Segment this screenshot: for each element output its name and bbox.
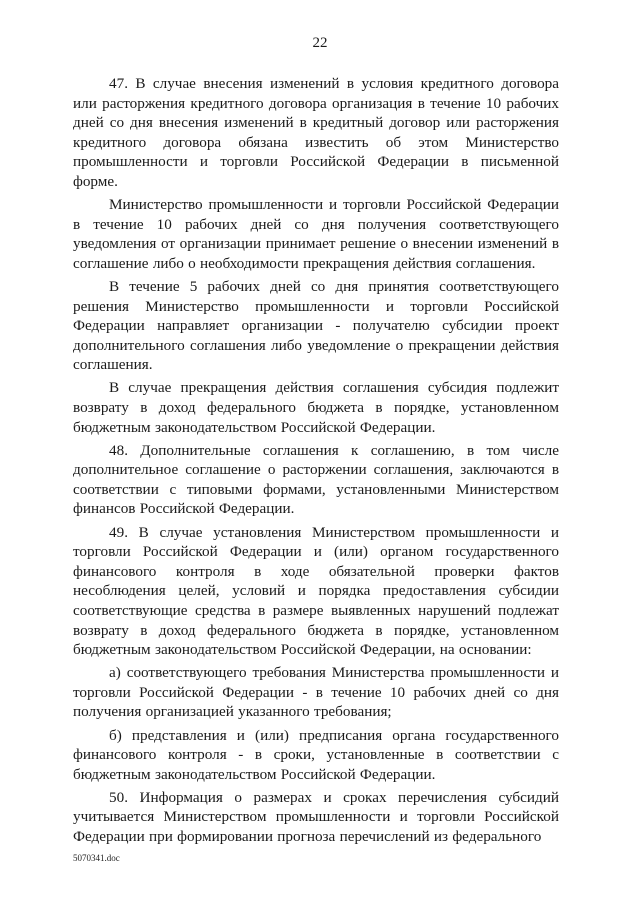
- paragraph-49-a: а) соответствующего требования Министерства промышленности и торговли Российской Федерации - в течение 10 рабочих дней со дня получения организацией указанного требования;: [73, 664, 559, 721]
- paragraph-subsidy-return: В случае прекращения действия соглашения субсидия подлежит возврату в доход федерального бюджета в порядке, установленном бюджетным законодательством Российской Федерации.: [73, 379, 559, 436]
- paragraph-47: 47. В случае внесения изменений в условия кредитного договора или расторжения кредитного договора организация в течение 10 рабочих дней со дня внесения изменений в кредитный договор или расторжения кредитного договора обязана известить об этом Министерство промышленности и торговли Российской Федерации в письменной форме.: [73, 75, 559, 190]
- paragraph-additional-agreement: В течение 5 рабочих дней со дня принятия соответствующего решения Министерство промышленности и торговли Российской Федерации направляет организации - получателю субсидии проект дополнительного соглашения либо уведомление о прекращении действия соглашения.: [73, 277, 559, 374]
- page-number: 22: [312, 35, 328, 51]
- document-file-code: 5070341.doc: [73, 853, 120, 863]
- document-body: [73, 74, 559, 850]
- paragraph-49: 49. В случае установления Министерством промышленности и торговли Российской Федерации и (или) органом государственного финансового контроля в ходе обязательной проверки фактов несоблюдения целей, условий и порядка предоставления субсидии соответствующие средства в размере выявленных нарушений подлежат возврату в доход федерального бюджета в порядке, установленном бюджетным законодательством Российской Федерации, на основании:: [73, 523, 559, 659]
- paragraph-49-b: б) представления и (или) предписания органа государственного финансового контроля - в сроки, установленные в соответствии с бюджетным законодательством Российской Федерации.: [73, 726, 559, 783]
- paragraph-48: 48. Дополнительные соглашения к соглашению, в том числе дополнительное соглашение о расторжении соглашения, заключаются в соответствии с типовыми формами, установленными Министерством финансов Российской Федерации.: [73, 441, 559, 518]
- paragraph-50: 50. Информация о размерах и сроках перечисления субсидий учитывается Министерством промышленности и торговли Российской Федерации при формировании прогноза перечислений из федерального: [73, 788, 559, 845]
- paragraph-ministry-decision: Министерство промышленности и торговли Российской Федерации в течение 10 рабочих дней со дня получения соответствующего уведомления от организации принимает решение о внесении изменений в соглашение либо о необходимости прекращения действия соглашения.: [73, 196, 559, 272]
